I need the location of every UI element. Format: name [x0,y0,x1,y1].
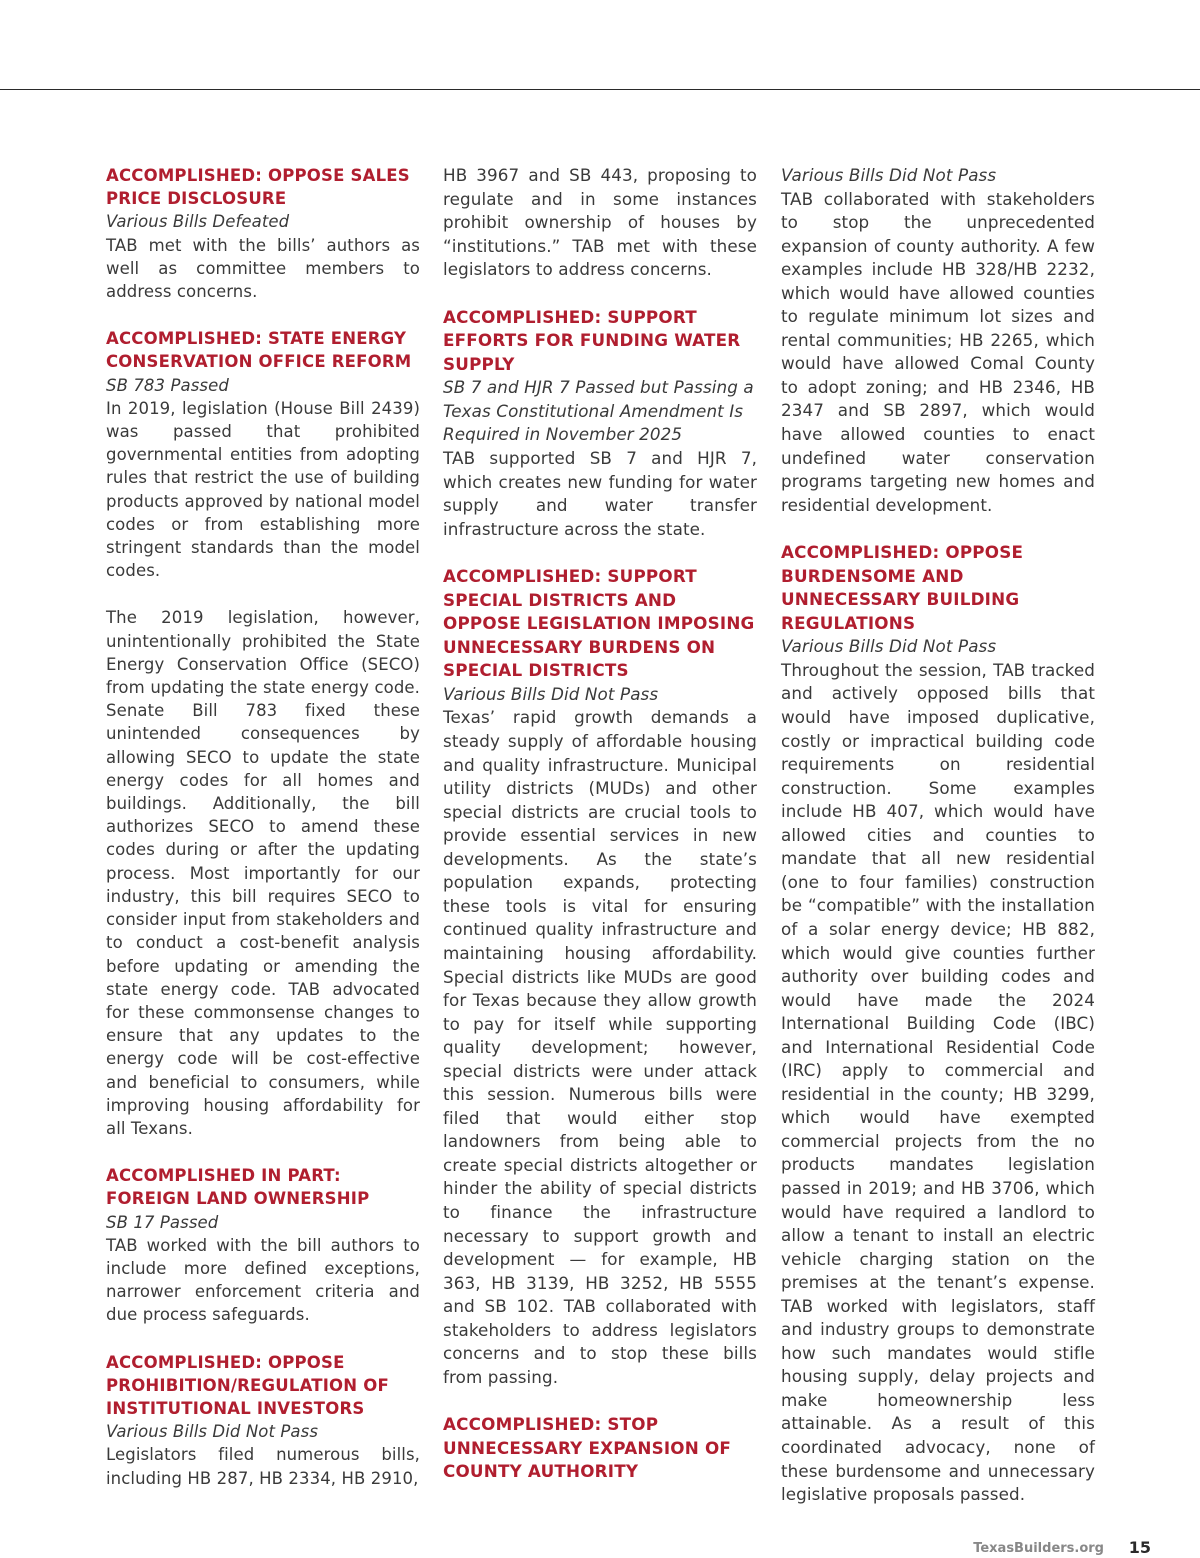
section-body: Texas’ rapid growth demands a steady supply of affordable housing and quality infrastructure. Municipal utility districts (MUDs) and other special districts are crucial tools to provide essential services in new developments. As the state’s population expands, protecting these tools is vital for ensuring continued quality infrastructure and maintaining housing affordability. Special districts like MUDs are good for Texas because they allow growth to pay for itself while supporting quality development; however, special districts were under attack this session. Numerous bills were filed that would either stop landowners from being able to create special districts altogether or hinder the ability of special districts to finance the infrastructure necessary to support growth and development — for example, HB 363, HB 3139, HB 3252, HB 5555 and SB 102. TAB collaborated with stakeholders to address legislators concerns and to stop these bills from passing. [443,707,757,1387]
section-water-supply [443,306,757,541]
section-status: Various Bills Defeated [106,212,290,232]
section-heading: ACCOMPLISHED: STATE ENERGY CONSERVATION OFFICE REFORM [106,329,412,372]
section-county-authority [443,1413,757,1484]
section-sales-price-disclosure [106,164,420,303]
section-institutional-investors [106,1351,420,1490]
section-heading: ACCOMPLISHED: OPPOSE PROHIBITION/REGULATION OF INSTITUTIONAL INVESTORS [106,1352,389,1418]
section-body: In 2019, legislation (House Bill 2439) was passed that prohibited governmental entities from adopting rules that restrict the use of building products approved by national model codes or from establishing more stringent standards than the model codes. [106,398,420,581]
section-body: TAB worked with the bill authors to include more defined exceptions, narrower enforcement criteria and due process safeguards. [106,1235,420,1325]
section-heading: ACCOMPLISHED: SUPPORT SPECIAL DISTRICTS AND OPPOSE LEGISLATION IMPOSING UNNECESSARY BURDENS ON SPECIAL DISTRICTS [443,566,755,681]
section-building-regulations [781,541,1095,1506]
section-heading: ACCOMPLISHED: SUPPORT EFFORTS FOR FUNDING WATER SUPPLY [443,306,741,374]
section-county-authority-continued [781,164,1095,517]
section-heading: ACCOMPLISHED: OPPOSE SALES PRICE DISCLOSURE [106,166,410,209]
section-body: HB 3967 and SB 443, proposing to regulate and in some instances prohibit ownership of houses by “institutions.” TAB met with these legislators to address concerns. [443,165,757,280]
section-status: Various Bills Did Not Pass [106,1422,319,1442]
section-body: Legislators filed numerous bills, including HB 287, HB 2334, HB 2910, [106,1445,420,1488]
section-heading: ACCOMPLISHED: OPPOSE BURDENSOME AND UNNECESSARY BUILDING REGULATIONS [781,542,1024,633]
section-heading: ACCOMPLISHED: STOP UNNECESSARY EXPANSION OF COUNTY AUTHORITY [443,1414,732,1482]
section-special-districts [443,565,757,1389]
column-1 [106,164,420,1490]
section-body: TAB met with the bills’ authors as well as committee members to address concerns. [106,235,420,302]
column-2 [443,164,757,1484]
section-institutional-investors-continued [443,164,757,282]
section-status: SB 783 Passed [106,375,229,395]
section-status: Various Bills Did Not Pass [443,683,659,704]
section-status: Various Bills Did Not Pass [781,165,997,185]
section-body-continued: The 2019 legislation, however, unintentionally prohibited the State Energy Conservation Office (SECO) from updating the state energy code. Senate Bill 783 fixed these unintended consequences by allowing SECO to update the state energy codes for all homes and buildings. Additionally, the bill authorizes SECO to amend these codes during or after the updating process. Most importantly for our industry, this bill requires SECO to consider input from stakeholders and to conduct a cost-benefit analysis before updating or amending the state energy code. TAB advocated for these commonsense changes to ensure that any updates to the energy code will be cost-effective and beneficial to consumers, while improving housing affordability for all Texans. [106,608,420,1138]
section-body: TAB collaborated with stakeholders to stop the unprecedented expansion of county authority. A few examples include HB 328/HB 2232, which would have allowed counties to regulate minimum lot sizes and rental communities; HB 2265, which would have allowed Comal County to adopt zoning; and HB 2346, HB 2347 and SB 2897, which would have allowed counties to enact undefined water conservation programs targeting new homes and residential development. [781,188,1095,515]
section-heading: ACCOMPLISHED IN PART: FOREIGN LAND OWNERSHIP [106,1166,370,1209]
footer-site-link[interactable]: TexasBuilders.org [973,1541,1104,1556]
section-status: Various Bills Did Not Pass [781,636,997,657]
section-body: Throughout the session, TAB tracked and actively opposed bills that would have imposed duplicative, costly or impractical building code requirements on residential construction. Some examples include HB 407, which would have allowed cities and counties to mandate that all new residential (one to four families) construction be “compatible” with the installation of a solar energy device; HB 882, which would give counties further authority over building codes and would have made the 2024 International Building Code (IBC) and International Residential Code (IRC) apply to commercial and residential in the county; HB 3299, which would have exempted commercial projects from the no products mandates legislation passed in 2019; and HB 3706, which would have required a landlord to allow a tenant to install an electric vehicle charging station on the premises at the tenant’s expense. TAB worked with legislators, staff and industry groups to demonstrate how such mandates would stifle housing supply, delay projects and make homeownership less attainable. As a result of this coordinated advocacy, none of these burdensome and unnecessary legislative proposals passed. [781,659,1095,1505]
section-status: SB 7 and HJR 7 Passed but Passing a Texas Constitutional Amendment Is Required in November 2025 [443,377,754,445]
section-body: TAB supported SB 7 and HJR 7, which creates new funding for water supply and water transfer infrastructure across the state. [443,448,757,539]
header-rule [0,89,1200,90]
column-3 [781,164,1095,1507]
section-foreign-land-ownership [106,1164,420,1326]
section-seco-reform [106,327,420,1140]
section-status: SB 17 Passed [106,1212,219,1232]
page-number: 15 [1128,1538,1151,1557]
